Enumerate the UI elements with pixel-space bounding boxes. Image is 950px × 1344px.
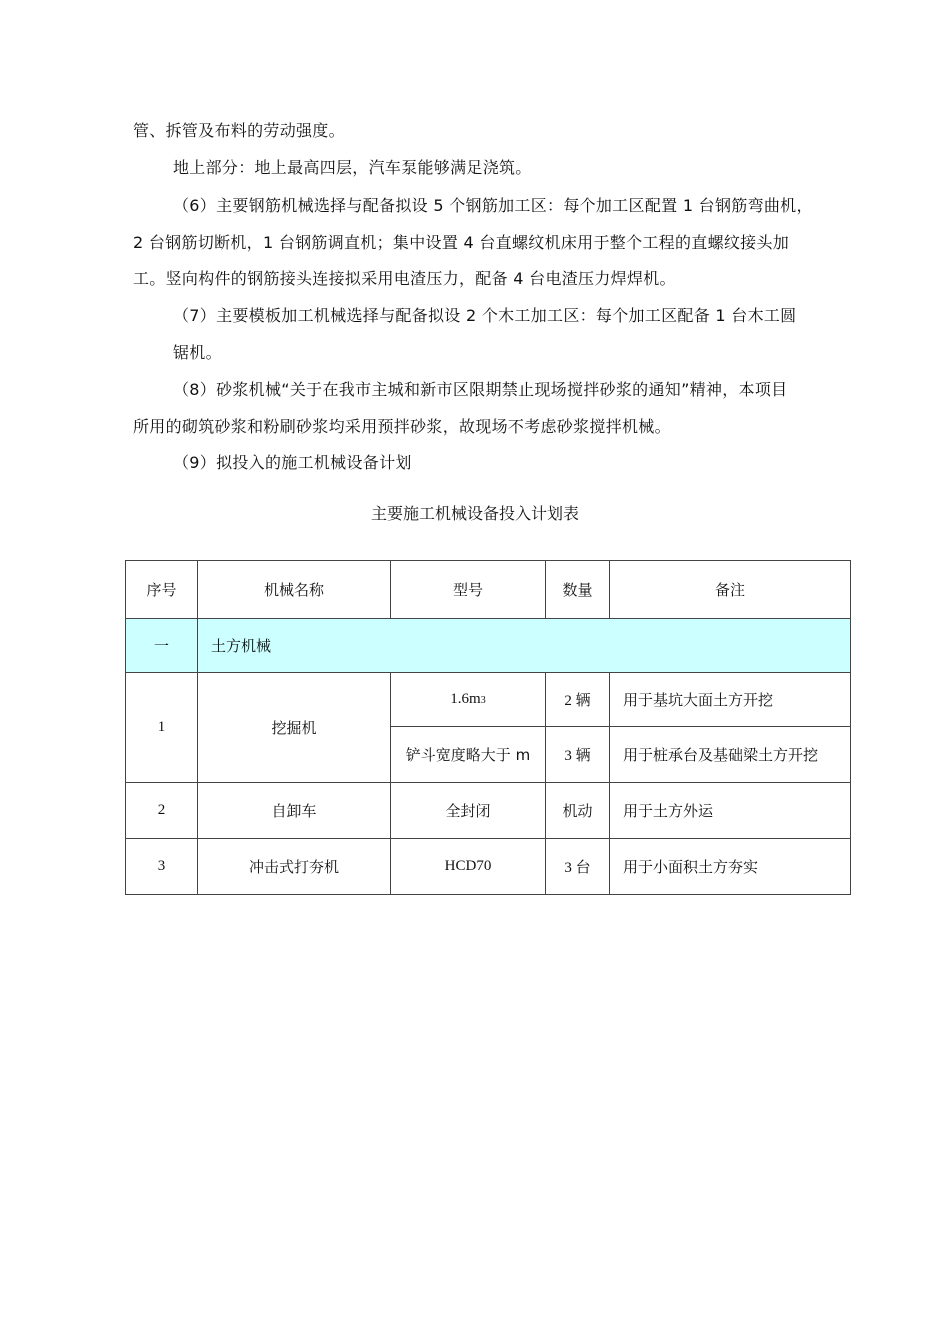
row-index: 2 [126, 783, 198, 839]
model-superscript: 3 [480, 695, 486, 706]
paragraph-line: 管、拆管及布料的劳动强度。 [133, 121, 345, 140]
row-qty: 机动 [546, 783, 610, 839]
row-qty: 3 台 [546, 839, 610, 895]
table-row [126, 839, 851, 895]
row-model: 铲斗宽度略大于 m [391, 727, 546, 783]
equipment-table [125, 560, 851, 895]
row-index: 3 [126, 839, 198, 895]
row-model: HCD70 [391, 839, 546, 895]
row-index: 1 [126, 673, 198, 783]
table-row [126, 673, 851, 727]
row-model: 全封闭 [391, 783, 546, 839]
row-qty: 3 辆 [546, 727, 610, 783]
paragraph-line: 锯机。 [173, 343, 222, 362]
paragraph-line: 所用的砌筑砂浆和粉刷砂浆均采用预拌砂浆，故现场不考虑砂浆搅拌机械。 [133, 417, 671, 436]
row-machine-name: 自卸车 [198, 783, 391, 839]
paragraph-line: 2 台钢筋切断机，1 台钢筋调直机；集中设置 4 台直螺纹机床用于整个工程的直螺纹接头加 [133, 233, 790, 252]
header-cell-qty: 数量 [546, 561, 610, 619]
group-name: 土方机械 [198, 619, 851, 673]
header-cell-index: 序号 [126, 561, 198, 619]
paragraph-line: 地上部分：地上最高四层，汽车泵能够满足浇筑。 [173, 158, 532, 177]
header-cell-name: 机械名称 [198, 561, 391, 619]
row-machine-name: 挖掘机 [198, 673, 391, 783]
row-machine-name: 冲击式打夯机 [198, 839, 391, 895]
table-header-row [126, 561, 851, 619]
table-caption: 主要施工机械设备投入计划表 [370, 504, 579, 523]
row-qty: 2 辆 [546, 673, 610, 727]
table-row [126, 783, 851, 839]
row-note: 用于土方外运 [610, 783, 851, 839]
row-model [391, 673, 546, 727]
model-value: 1.6m [450, 691, 481, 707]
paragraph-line: （7）主要模板加工机械选择与配备拟设 2 个木工加工区：每个加工区配备 1 台木工圆 [173, 306, 797, 325]
paragraph-line: （6）主要钢筋机械选择与配备拟设 5 个钢筋加工区：每个加工区配置 1 台钢筋弯曲机， [173, 196, 813, 215]
row-note: 用于基坑大面土方开挖 [610, 673, 851, 727]
group-index: 一 [126, 619, 198, 673]
header-cell-model: 型号 [391, 561, 546, 619]
header-cell-note: 备注 [610, 561, 851, 619]
row-note: 用于小面积土方夯实 [610, 839, 851, 895]
paragraph-line: （8）砂浆机械“关于在我市主城和新市区限期禁止现场搅拌砂浆的通知”精神，本项目 [173, 380, 788, 399]
group-row [126, 619, 851, 673]
paragraph-line: 工。竖向构件的钢筋接头连接拟采用电渣压力，配备 4 台电渣压力焊焊机。 [133, 269, 676, 288]
row-note: 用于桩承台及基础梁土方开挖 [610, 727, 851, 783]
paragraph-line: （9）拟投入的施工机械设备计划 [173, 453, 412, 472]
